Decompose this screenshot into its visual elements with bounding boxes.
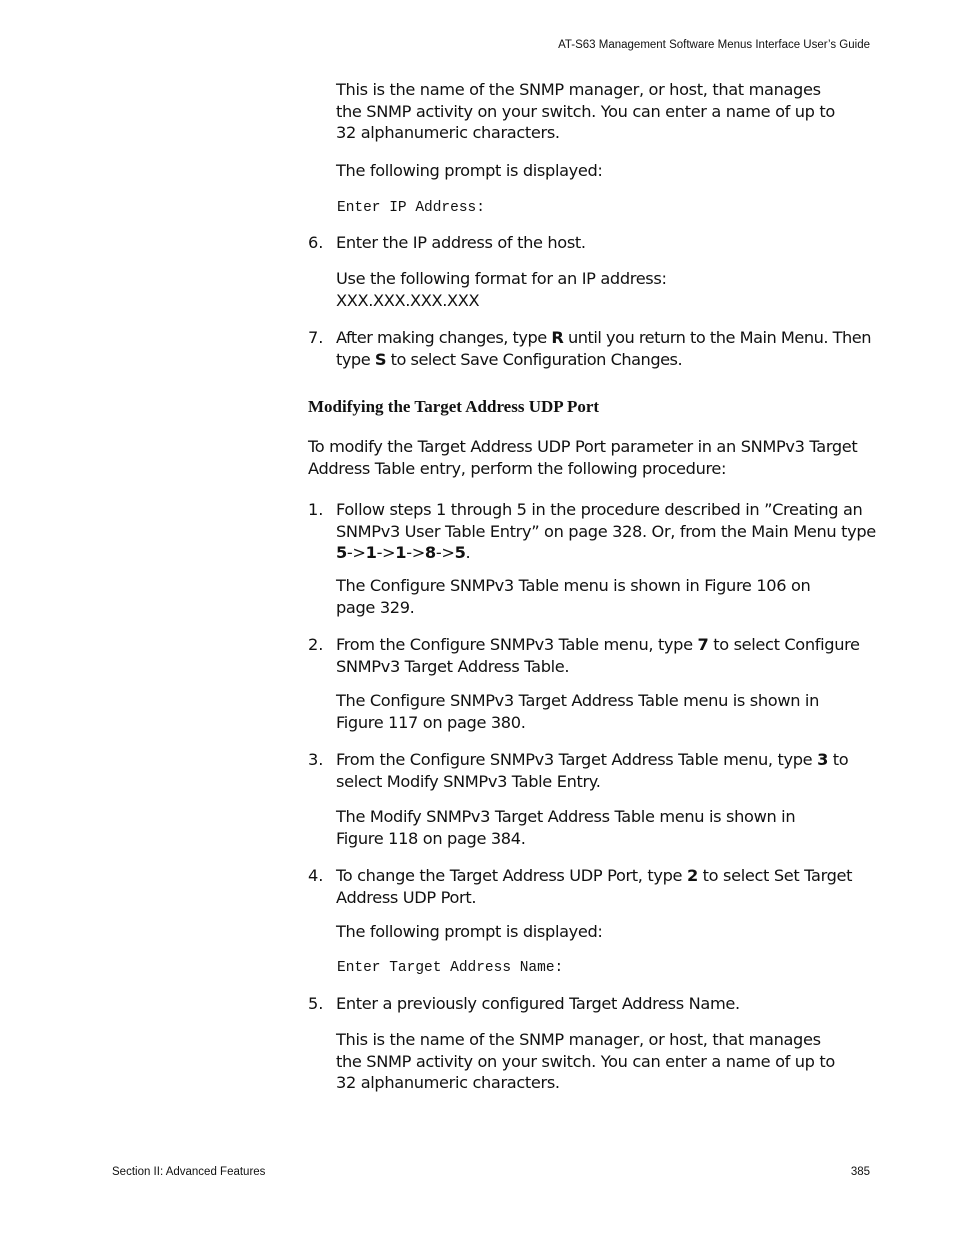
page-number: 385	[850, 1166, 870, 1178]
step-note: The Modify SNMPv3 Target Address Table menu is shown in Figure 118 on page 384.	[336, 807, 796, 848]
code-prompt: Enter Target Address Name:	[337, 960, 564, 976]
footer-section: Section II: Advanced Features	[112, 1166, 266, 1178]
step-number: 6.	[308, 233, 324, 252]
step-number: 2.	[308, 635, 324, 654]
step-note: This is the name of the SNMP manager, or host, that manages the SNMP activity on your switch. You can enter a name of up to 32 alphanumeric characters.	[336, 1030, 835, 1092]
step-number: 3.	[308, 750, 324, 769]
running-header: AT-S63 Management Software Menus Interface User’s Guide	[558, 39, 870, 51]
step-number: 4.	[308, 866, 324, 885]
step-text: To change the Target Address UDP Port, type 2 to select Set Target Address UDP Port.	[336, 866, 853, 907]
key-s: S	[374, 349, 386, 369]
step-text: Follow steps 1 through 5 in the procedure described in ”Creating an SNMPv3 User Table Entry” on page 328. Or, from the Main Menu type 5->1->1->8->5.	[336, 500, 876, 562]
key-r: R	[551, 328, 564, 347]
step-text: From the Configure SNMPv3 Target Address Table menu, type 3 to select Modify SNMPv3 Table Entry.	[336, 750, 849, 791]
step-note: The following prompt is displayed:	[336, 922, 603, 941]
paragraph-line: Use the following format for an IP address:	[336, 269, 667, 288]
ip-format: XXX.XXX.XXX.XXX	[336, 290, 480, 310]
paragraph: The following prompt is displayed:	[336, 161, 603, 180]
step-text: After making changes, type R until you return to the Main Menu. Then type S to select Save Configuration Changes.	[336, 328, 872, 369]
section-heading: Modifying the Target Address UDP Port	[308, 397, 600, 416]
step-note: The Configure SNMPv3 Target Address Table menu is shown in Figure 117 on page 380.	[336, 691, 819, 732]
step-text: From the Configure SNMPv3 Table menu, type 7 to select Configure SNMPv3 Target Address Table.	[336, 635, 860, 676]
step-text: Enter a previously configured Target Address Name.	[336, 994, 740, 1013]
code-prompt: Enter IP Address:	[337, 200, 485, 216]
paragraph	[336, 268, 876, 311]
step-number: 7.	[308, 328, 324, 347]
step-note: The Configure SNMPv3 Table menu is shown in Figure 106 on page 329.	[336, 576, 811, 617]
step-text: Enter the IP address of the host.	[336, 233, 586, 252]
step-number: 5.	[308, 994, 324, 1013]
paragraph: This is the name of the SNMP manager, or host, that manages the SNMP activity on your switch. You can enter a name of up to 32 alphanumeric characters.	[336, 80, 835, 142]
intro-paragraph: To modify the Target Address UDP Port parameter in an SNMPv3 Target Address Table entry, perform the following procedure:	[308, 437, 858, 478]
step-number: 1.	[308, 500, 324, 519]
